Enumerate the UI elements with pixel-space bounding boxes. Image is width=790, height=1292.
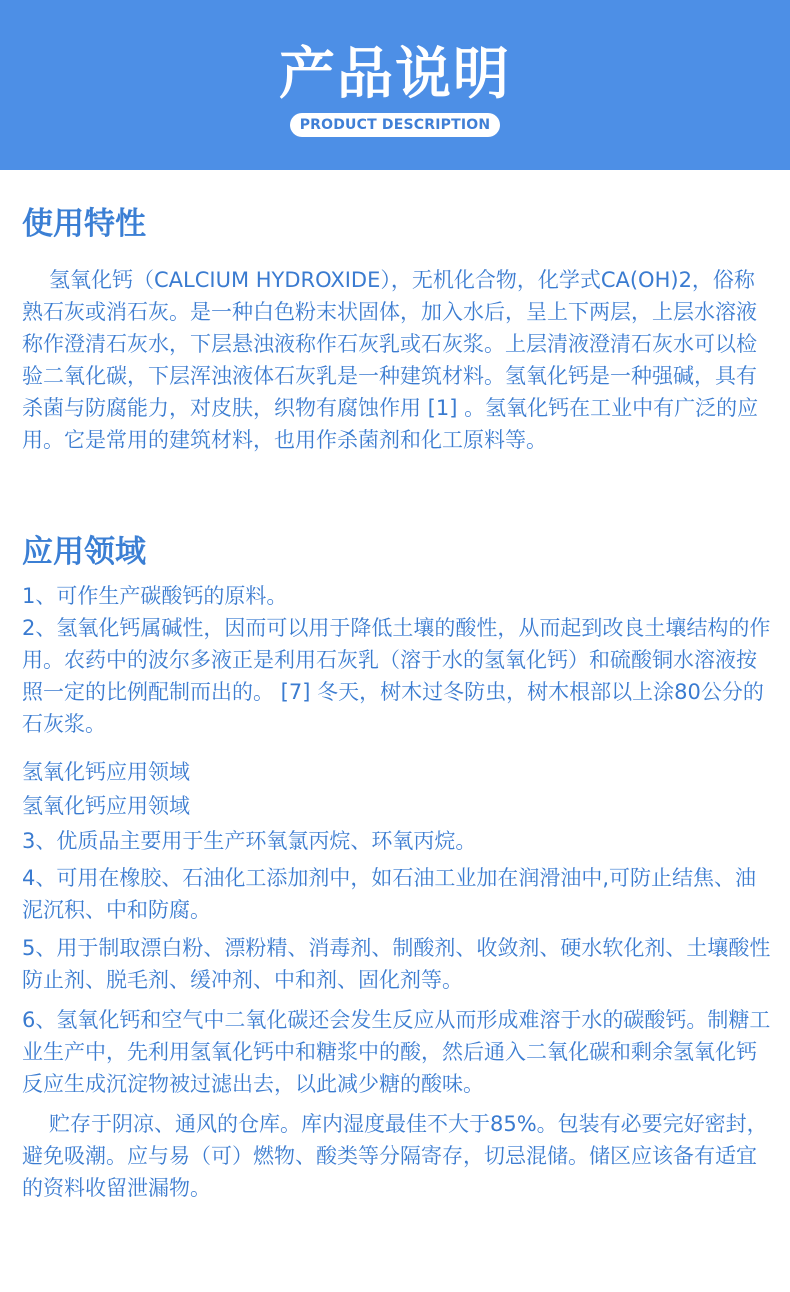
header-banner [0, 0, 790, 170]
page-title: 产品说明 [279, 42, 511, 107]
section-title-applications: 应用领域 [22, 534, 146, 570]
section-title-features: 使用特性 [22, 206, 146, 242]
application-item-5: 5、用于制取漂白粉、漂粉精、消毒剂、制酸剂、收敛剂、硬水软化剂、土壤酸性防止剂、脱毛剂、缓冲剂、中和剂、固化剂等。 [22, 936, 771, 992]
application-item-6: 6、氢氧化钙和空气中二氧化碳还会发生反应从而形成难溶于水的碳酸钙。制糖工业生产中，先利用氢氧化钙中和糖浆中的酸，然后通入二氧化碳和剩余氢氧化钙反应生成沉淀物被过滤出去，以此减少糖的酸味。 [22, 1008, 771, 1096]
application-item-2: 2、氢氧化钙属碱性，因而可以用于降低土壤的酸性，从而起到改良土壤结构的作用。农药中的波尔多液正是利用石灰乳（溶于水的氢氧化钙）和硫酸铜水溶液按照一定的比例配制而出的。 [7] 冬天，树木过冬防虫，树木根部以上涂80公分的石灰浆。 [22, 616, 771, 736]
application-caption: 氢氧化钙应用领域 [22, 760, 190, 784]
application-caption: 氢氧化钙应用领域 [22, 794, 190, 818]
application-item-1: 1、可作生产碳酸钙的原料。 [22, 584, 288, 608]
application-item-4: 4、可用在橡胶、石油化工添加剂中，如石油工业加在润滑油中,可防止结焦、油泥沉积、中和防腐。 [22, 866, 757, 922]
page-subtitle-pill: PRODUCT DESCRIPTION [290, 113, 500, 137]
features-paragraph: 氢氧化钙（CALCIUM HYDROXIDE），无机化合物，化学式CA(OH)2，俗称熟石灰或消石灰。是一种白色粉末状固体，加入水后，呈上下两层，上层水溶液称作澄清石灰水，下层悬浊液称作石灰乳或石灰浆。上层清液澄清石灰水可以检验二氧化碳，下层浑浊液体石灰乳是一种建筑材料。氢氧化钙是一种强碱，具有杀菌与防腐能力，对皮肤，织物有腐蚀作用 [1] 。氢氧化钙在工业中有广泛的应用。它是常用的建筑材料，也用作杀菌剂和化工原料等。 [22, 268, 759, 452]
application-item-3: 3、优质品主要用于生产环氧氯丙烷、环氧丙烷。 [22, 829, 477, 853]
storage-paragraph: 贮存于阴凉、通风的仓库。库内湿度最佳不大于85%。包装有必要完好密封，避免吸潮。应与易（可）燃物、酸类等分隔寄存，切忌混储。储区应该备有适宜的资料收留泄漏物。 [22, 1112, 768, 1200]
